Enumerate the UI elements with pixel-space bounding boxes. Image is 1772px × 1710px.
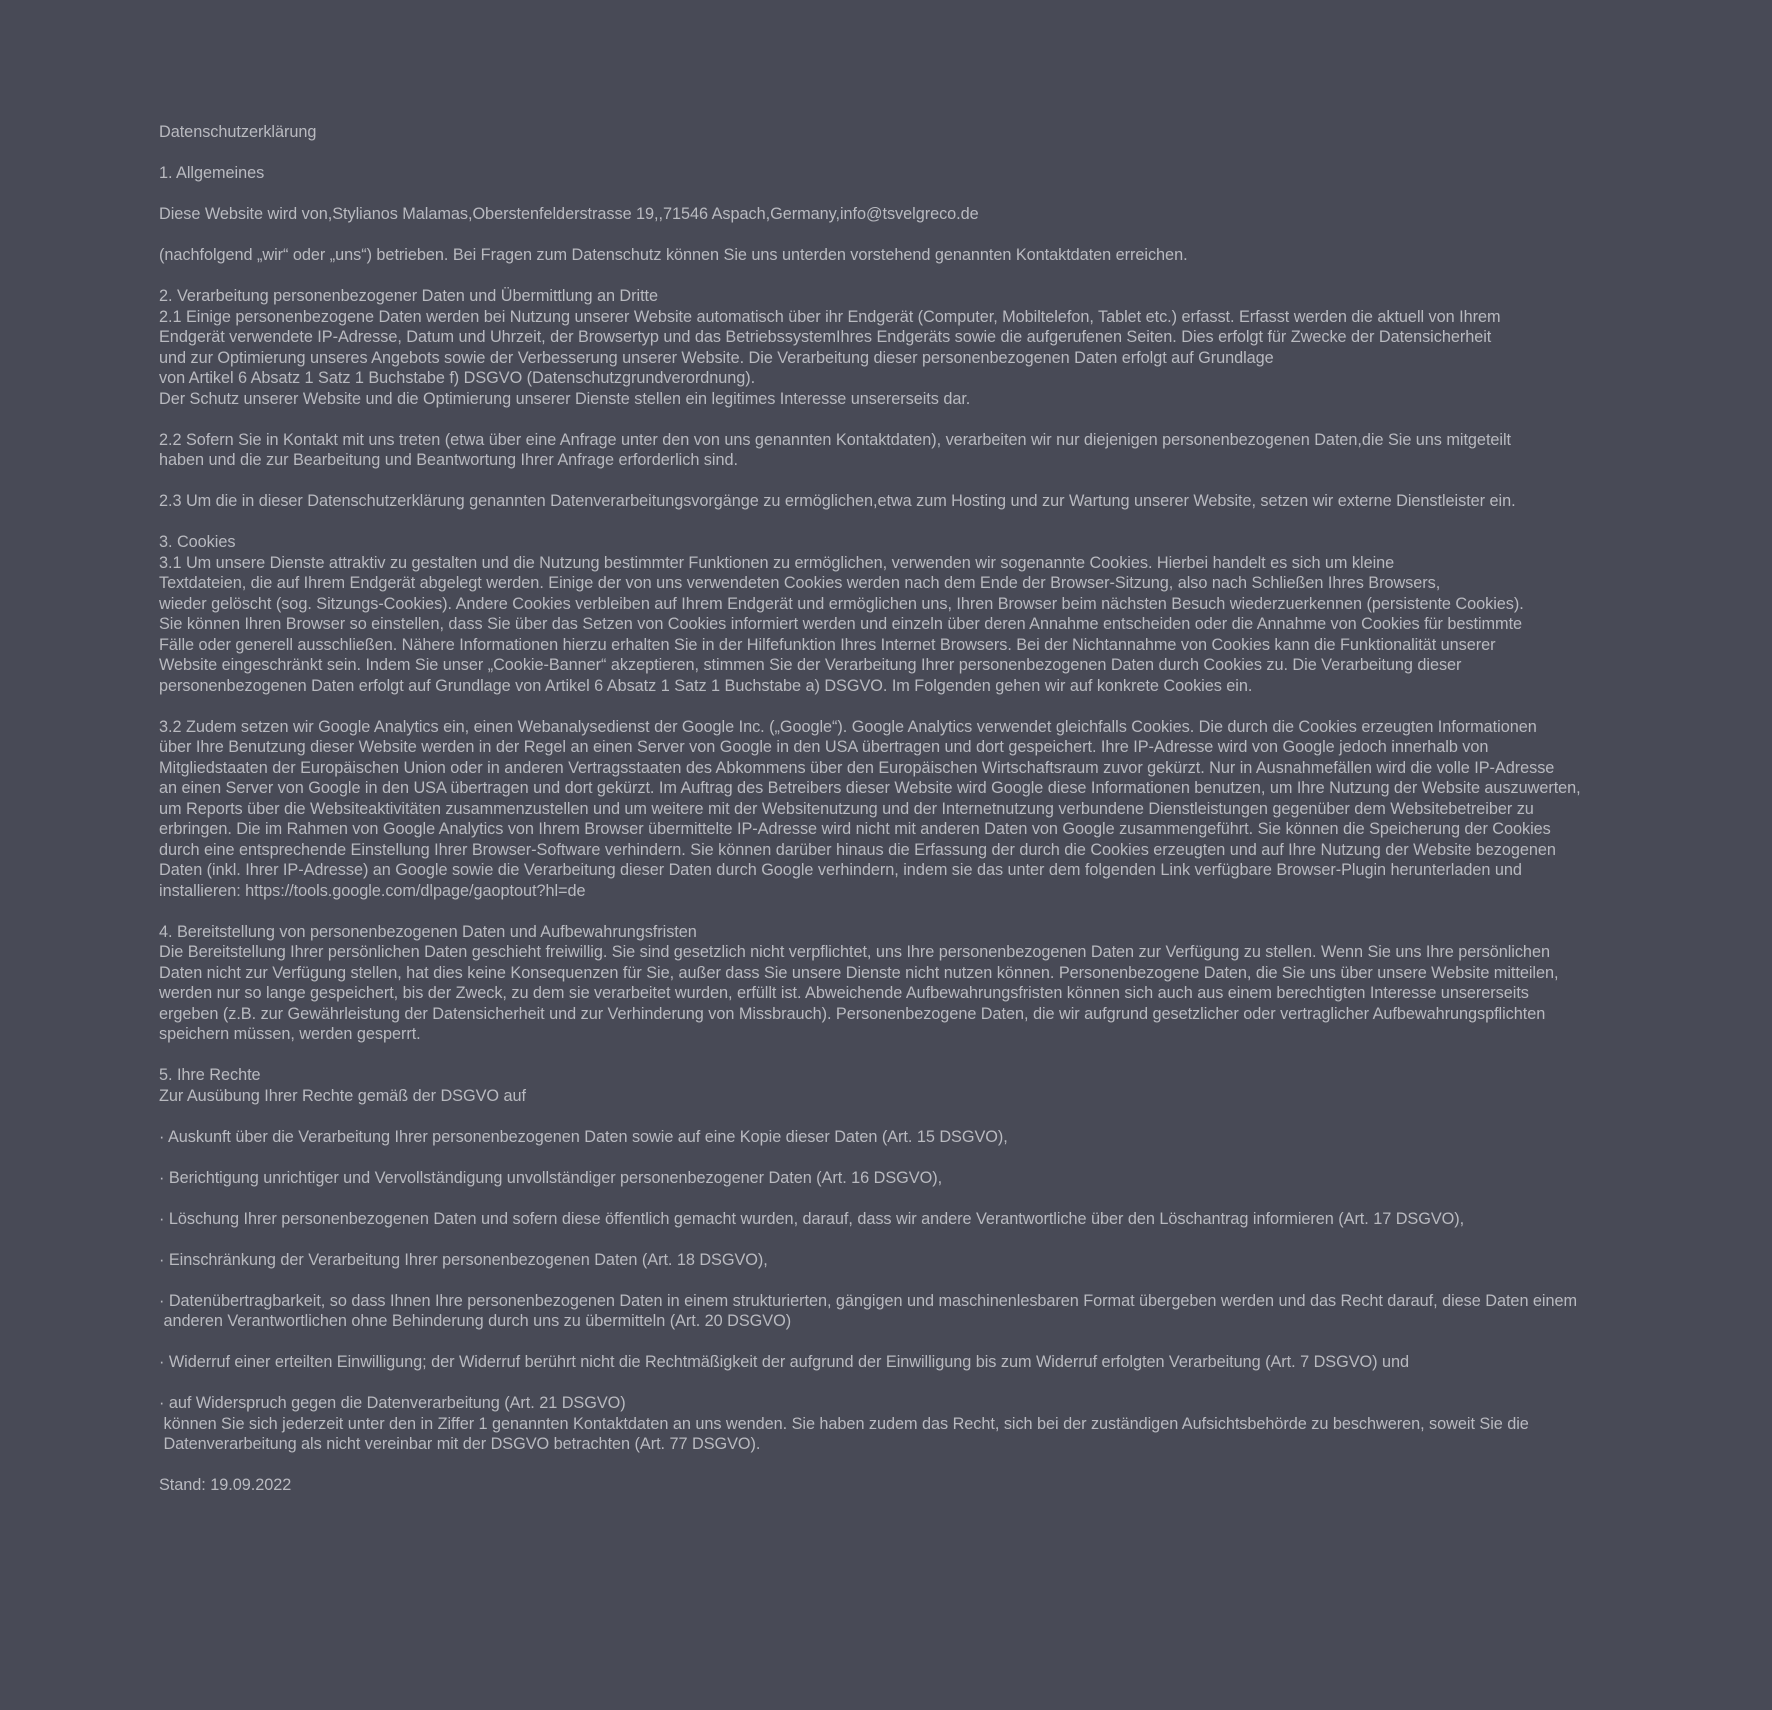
- paragraph-gap: [159, 1229, 1669, 1250]
- text-line: Textdateien, die auf Ihrem Endgerät abgelegt werden. Einige der von uns verwendeten Cookies werden nach dem Ende der Browser-Sitzung, also nach Schließen Ihres Browsers,: [159, 574, 1441, 592]
- text-line: anderen Verantwortlichen ohne Behinderung durch uns zu übermitteln (Art. 20 DSGVO): [159, 1312, 792, 1330]
- paragraph-gap: [159, 1373, 1669, 1394]
- text-line: · Einschränkung der Verarbeitung Ihrer personenbezogenen Daten (Art. 18 DSGVO),: [159, 1250, 768, 1269]
- paragraph: [159, 1475, 1669, 1496]
- paragraph: [159, 1209, 1669, 1230]
- text-line: werden nur so lange gespeichert, bis der Zweck, zu dem sie verarbeitet wurden, erfüllt ist. Abweichende Aufbewahrungsfristen können sich auch aus einem berechtigten Interesse unsererseits: [159, 984, 1529, 1002]
- paragraph-gap: [159, 512, 1669, 533]
- text-line: Website eingeschränkt sein. Indem Sie unser „Cookie-Banner“ akzeptieren, stimmen Sie der Verarbeitung Ihrer personenbezogenen Daten durch Cookies zu. Die Verarbeitung dieser: [159, 656, 1462, 674]
- paragraph-gap: [159, 1270, 1669, 1291]
- text-line: erbringen. Die im Rahmen von Google Analytics von Ihrem Browser übermittelte IP-Adresse wird nicht mit anderen Daten von Google zusammengeführt. Sie können die Speicherung der Cookies: [159, 820, 1551, 838]
- text-line: über Ihre Benutzung dieser Website werden in der Regel an einen Server von Google in den USA übertragen und dort gespeichert. Ihre IP-Adresse wird von Google jedoch innerhalb von: [159, 738, 1489, 756]
- paragraph: [159, 491, 1669, 512]
- paragraph: [159, 1291, 1669, 1332]
- paragraph: [159, 245, 1669, 266]
- paragraph-gap: [159, 1106, 1669, 1127]
- text-line: an einen Server von Google in den USA übertragen und dort gekürzt. Im Auftrag des Betreibers dieser Website wird Google diese Informationen benutzen, um Ihre Nutzung der Website auszuwerten,: [159, 779, 1581, 797]
- paragraph-gap: [159, 1045, 1669, 1066]
- text-line: (nachfolgend „wir“ oder „uns“) betrieben. Bei Fragen zum Datenschutz können Sie uns unterden vorstehend genannten Kontaktdaten erreichen.: [159, 246, 1188, 264]
- paragraph: [159, 1393, 1669, 1455]
- paragraph: [159, 717, 1669, 902]
- text-line: Diese Website wird von,Stylianos Malamas,Oberstenfelderstrasse 19,,71546 Aspach,Germany,info@tsvelgreco.de: [159, 205, 979, 223]
- text-line: 2.2 Sofern Sie in Kontakt mit uns treten (etwa über eine Anfrage unter den von uns genannten Kontaktdaten), verarbeiten wir nur diejenigen personenbezogenen Daten,die Sie uns mitgeteilt: [159, 430, 1512, 449]
- paragraph: [159, 1250, 1669, 1271]
- text-line: Daten (inkl. Ihrer IP-Adresse) an Google sowie die Verarbeitung dieser Daten durch Google verhindern, indem sie das unter dem folgenden Link verfügbare Browser-Plugin herunterladen und: [159, 861, 1522, 879]
- paragraph-gap: [159, 143, 1669, 164]
- text-line: Sie können Ihren Browser so einstellen, dass Sie über das Setzen von Cookies informiert werden und einzeln über deren Annahme entscheiden oder die Annahme von Cookies für bestimmte: [159, 615, 1523, 633]
- paragraph: [159, 1168, 1669, 1189]
- text-line: · Berichtigung unrichtiger und Vervollständigung unvollständiger personenbezogener Daten (Art. 16 DSGVO),: [159, 1168, 943, 1187]
- text-line: personenbezogenen Daten erfolgt auf Grundlage von Artikel 6 Absatz 1 Satz 1 Buchstabe a) DSGVO. Im Folgenden gehen wir auf konkrete Cookies ein.: [159, 676, 1253, 695]
- text-line: 2. Verarbeitung personenbezogener Daten und Übermittlung an Dritte: [159, 287, 659, 305]
- text-line: durch eine entsprechende Einstellung Ihrer Browser-Software verhindern. Sie können darüber hinaus die Erfassung der durch die Cookies erzeugten und auf Ihre Nutzung der Website bezogenen: [159, 840, 1556, 859]
- text-line: und zur Optimierung unseres Angebots sowie der Verbesserung unserer Website. Die Verarbeitung dieser personenbezogenen Daten erfolgt auf Grundlage: [159, 348, 1274, 367]
- text-line: installieren: https://tools.google.com/dlpage/gaoptout?hl=de: [159, 881, 586, 900]
- paragraph-gap: [159, 901, 1669, 922]
- text-line: Datenverarbeitung als nicht vereinbar mit der DSGVO betrachten (Art. 77 DSGVO).: [159, 1435, 761, 1453]
- paragraph-gap: [159, 1188, 1669, 1209]
- paragraph: [159, 532, 1669, 696]
- paragraph: [159, 1065, 1669, 1106]
- text-line: haben und die zur Bearbeitung und Beantwortung Ihrer Anfrage erforderlich sind.: [159, 451, 738, 469]
- text-line: · Widerruf einer erteilten Einwilligung; der Widerruf berührt nicht die Rechtmäßigkeit der aufgrund der Einwilligung bis zum Widerruf erfolgten Verarbeitung (Art. 7 DSGVO) und: [159, 1353, 1409, 1371]
- paragraph: [159, 286, 1669, 409]
- text-line: Stand: 19.09.2022: [159, 1476, 292, 1494]
- text-line: Die Bereitstellung Ihrer persönlichen Daten geschieht freiwillig. Sie sind gesetzlich nicht verpflichtet, uns Ihre personenbezogenen Daten zur Verfügung zu stellen. Wenn Sie uns Ihre persönlichen: [159, 943, 1550, 961]
- text-line: 1. Allgemeines: [159, 164, 265, 182]
- text-line: 3.2 Zudem setzen wir Google Analytics ein, einen Webanalysedienst der Google Inc. („Google“). Google Analytics verwendet gleichfalls Cookies. Die durch die Cookies erzeugten Informationen: [159, 717, 1537, 736]
- paragraph-gap: [159, 409, 1669, 430]
- text-line: können Sie sich jederzeit unter den in Ziffer 1 genannten Kontaktdaten an uns wenden. Sie haben zudem das Recht, sich bei der zuständigen Aufsichtsbehörde zu beschweren, soweit Sie die: [159, 1414, 1529, 1433]
- privacy-policy-document: [159, 122, 1669, 1496]
- text-line: 2.3 Um die in dieser Datenschutzerklärung genannten Datenverarbeitungsvorgänge zu ermöglichen,etwa zum Hosting und zur Wartung unserer Website, setzen wir externe Dienstleister ein.: [159, 492, 1516, 510]
- text-line: Zur Ausübung Ihrer Rechte gemäß der DSGVO auf: [159, 1086, 526, 1105]
- paragraph: [159, 1127, 1669, 1148]
- document-title: Datenschutzerklärung: [159, 123, 317, 141]
- text-line: speichern müssen, werden gesperrt.: [159, 1025, 421, 1043]
- text-line: um Reports über die Websiteaktivitäten zusammenzustellen und um weitere mit der Websitenutzung und der Internetnutzung verbundene Dienstleistungen gegenüber dem Websitebetreiber zu: [159, 799, 1534, 818]
- text-line: Der Schutz unserer Website und die Optimierung unserer Dienste stellen ein legitimes Interesse unsererseits dar.: [159, 389, 971, 408]
- text-line: ergeben (z.B. zur Gewährleistung der Datensicherheit und zur Verhinderung von Missbrauch). Personenbezogene Daten, die wir aufgrund gesetzlicher oder vertraglicher Aufbewahrungspflichten: [159, 1004, 1546, 1023]
- text-line: · Auskunft über die Verarbeitung Ihrer personenbezogenen Daten sowie auf eine Kopie dieser Daten (Art. 15 DSGVO),: [159, 1127, 1008, 1146]
- paragraph-gap: [159, 184, 1669, 205]
- paragraph-gap: [159, 1332, 1669, 1353]
- paragraph-gap: [159, 471, 1669, 492]
- text-line: Endgerät verwendete IP-Adresse, Datum und Uhrzeit, der Browsertyp und das BetriebssystemIhres Endgeräts sowie die aufgerufenen Seiten. Dies erfolgt für Zwecke der Datensicherheit: [159, 328, 1492, 346]
- text-line: wieder gelöscht (sog. Sitzungs-Cookies). Andere Cookies verbleiben auf Ihrem Endgerät und ermöglichen uns, Ihren Browser beim nächsten Besuch wiederzuerkennen (persistente Cookies).: [159, 594, 1524, 613]
- text-line: · Löschung Ihrer personenbezogenen Daten und sofern diese öffentlich gemacht wurden, darauf, dass wir andere Verantwortliche über den Löschantrag informieren (Art. 17 DSGVO),: [159, 1209, 1465, 1228]
- paragraph-gap: [159, 225, 1669, 246]
- text-line: 3.1 Um unsere Dienste attraktiv zu gestalten und die Nutzung bestimmter Funktionen zu ermöglichen, verwenden wir sogenannte Cookies. Hierbei handelt es sich um kleine: [159, 553, 1395, 572]
- text-line: von Artikel 6 Absatz 1 Satz 1 Buchstabe f) DSGVO (Datenschutzgrundverordnung).: [159, 369, 756, 387]
- text-line: · auf Widerspruch gegen die Datenverarbeitung (Art. 21 DSGVO): [159, 1394, 626, 1412]
- text-line: 4. Bereitstellung von personenbezogenen Daten und Aufbewahrungsfristen: [159, 922, 697, 941]
- paragraph-gap: [159, 266, 1669, 287]
- paragraph: [159, 163, 1669, 184]
- text-line: 3. Cookies: [159, 533, 236, 551]
- document-body: [159, 143, 1669, 1496]
- paragraph-gap: [159, 696, 1669, 717]
- paragraph-gap: [159, 1147, 1669, 1168]
- paragraph: [159, 1352, 1669, 1373]
- text-line: Fälle oder generell ausschließen. Nähere Informationen hierzu erhalten Sie in der Hilfefunktion Ihres Internet Browsers. Bei der Nichtannahme von Cookies kann die Funktionalität unserer: [159, 635, 1496, 654]
- text-line: 2.1 Einige personenbezogene Daten werden bei Nutzung unserer Website automatisch über ihr Endgerät (Computer, Mobiltelefon, Tablet etc.) erfasst. Erfasst werden die aktuell von Ihrem: [159, 307, 1501, 326]
- paragraph: [159, 204, 1669, 225]
- text-line: · Datenübertragbarkeit, so dass Ihnen Ihre personenbezogenen Daten in einem strukturierten, gängigen und maschinenlesbaren Format übergeben werden und das Recht darauf, diese Daten einem: [159, 1291, 1578, 1310]
- text-line: Daten nicht zur Verfügung stellen, hat dies keine Konsequenzen für Sie, außer dass Sie unsere Dienste nicht nutzen können. Personenbezogene Daten, die Sie uns über unsere Website mitteilen,: [159, 963, 1559, 982]
- paragraph: [159, 430, 1669, 471]
- paragraph: [159, 922, 1669, 1045]
- text-line: Mitgliedstaaten der Europäischen Union oder in anderen Vertragsstaaten des Abkommens über den Europäischen Wirtschaftsraum zuvor gekürzt. Nur in Ausnahmefällen wird die volle IP-Adresse: [159, 758, 1555, 777]
- text-line: 5. Ihre Rechte: [159, 1066, 261, 1084]
- paragraph-gap: [159, 1455, 1669, 1476]
